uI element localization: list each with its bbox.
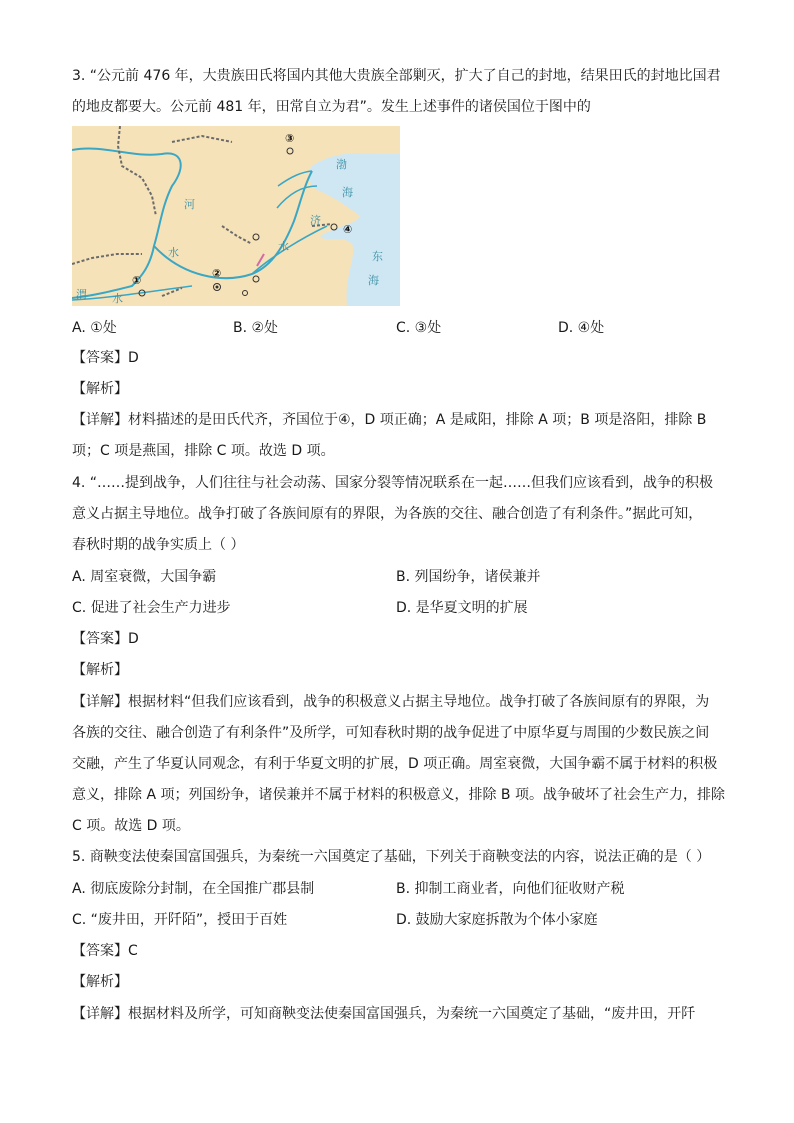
q3-analysis-heading: 【解析】 <box>72 381 128 397</box>
q4-answer: 【答案】D <box>72 631 139 647</box>
q3-option-d[interactable]: D. ④处 <box>558 320 605 336</box>
q3-detail-line2: 项；C 项是燕国，排除 C 项。故选 D 项。 <box>72 443 335 459</box>
q4-stem-line3: 春秋时期的战争实质上（ ） <box>72 537 245 553</box>
q3-option-c[interactable]: C. ③处 <box>396 320 442 336</box>
q5-analysis-heading: 【解析】 <box>72 974 128 990</box>
q4-option-d[interactable]: D. 是华夏文明的扩展 <box>396 600 528 616</box>
q3-option-b[interactable]: B. ②处 <box>233 320 279 336</box>
q4-option-b[interactable]: B. 列国纷争，诸侯兼并 <box>396 569 541 585</box>
q3-detail-line1: 【详解】材料描述的是田氏代齐，齐国位于④，D 项正确；A 是咸阳，排除 A 项；B 项是洛阳，排除 B <box>72 412 707 428</box>
q4-detail-line2: 各族的交往、融合创造了有利条件”及所学，可知春秋时期的战争促进了中原华夏与周围的少数民族之间 <box>72 725 710 741</box>
marker-3-label: ③ <box>285 132 295 145</box>
q4-analysis-heading: 【解析】 <box>72 662 128 678</box>
marker-4-label: ④ <box>343 223 353 236</box>
q4-detail-line5: C 项。故选 D 项。 <box>72 818 190 834</box>
q4-option-c[interactable]: C. 促进了社会生产力进步 <box>72 600 231 616</box>
q4-option-a[interactable]: A. 周室衰微，大国争霸 <box>72 569 217 585</box>
q4-stem-line1: 4. “……提到战争，人们往往与社会动荡、国家分裂等情况联系在一起……但我们应该看到，战争的积极 <box>72 475 714 491</box>
q3-stem-line1: 3. “公元前 476 年，大贵族田氏将国内其他大贵族全部剿灭，扩大了自己的封地，结果田氏的封地比国君 <box>72 68 721 84</box>
q4-detail-line3: 交融，产生了华夏认同观念，有利于华夏文明的扩展，D 项正确。周室衰微，大国争霸不属于材料的积极 <box>72 756 718 772</box>
label-wei-shui: 水 <box>112 292 123 305</box>
q4-detail-line1: 【详解】根据材料“但我们应该看到，战争的积极意义占据主导地位。战争打破了各族间原有的界限，为 <box>72 694 710 710</box>
label-shui2: 水 <box>278 240 289 253</box>
label-donghai-2: 海 <box>368 274 379 287</box>
label-bohai-1: 渤 <box>336 158 347 171</box>
q5-option-b[interactable]: B. 抑制工商业者，向他们征收财产税 <box>396 881 625 897</box>
label-wei: 渭 <box>76 288 87 301</box>
q3-historical-map <box>72 126 400 306</box>
q5-stem-line1: 5. 商鞅变法使秦国富国强兵，为秦统一六国奠定了基础，下列关于商鞅变法的内容，说法正确的是（ ） <box>72 849 711 865</box>
q4-detail-line4: 意义，排除 A 项；列国纷争，诸侯兼并不属于材料的积极意义，排除 B 项。战争破坏了社会生产力，排除 <box>72 787 725 803</box>
q5-option-c[interactable]: C. “废井田，开阡陌”，授田于百姓 <box>72 912 288 928</box>
q3-option-a[interactable]: A. ①处 <box>72 320 117 336</box>
label-donghai-1: 东 <box>372 250 383 263</box>
marker-1-label: ① <box>132 274 142 287</box>
label-shui: 水 <box>168 246 179 259</box>
label-bohai-2: 海 <box>342 186 353 199</box>
q4-stem-line2: 意义占据主导地位。战争打破了各族间原有的界限，为各族的交往、融合创造了有利条件。”据此可知， <box>72 506 703 522</box>
label-ji: 济 <box>310 214 321 227</box>
q5-option-d[interactable]: D. 鼓励大家庭拆散为个体小家庭 <box>396 912 598 928</box>
q3-answer: 【答案】D <box>72 350 139 366</box>
q5-detail-line1: 【详解】根据材料及所学，可知商鞅变法使秦国富国强兵，为秦统一六国奠定了基础，“废井田，开阡 <box>72 1006 696 1022</box>
marker-2-label: ② <box>212 267 222 280</box>
label-he: 河 <box>184 198 195 211</box>
q5-option-a[interactable]: A. 彻底废除分封制，在全国推广郡县制 <box>72 881 315 897</box>
q5-answer: 【答案】C <box>72 943 138 959</box>
q3-stem-line2: 的地皮都要大。公元前 481 年，田常自立为君”。发生上述事件的诸侯国位于图中的 <box>72 99 591 115</box>
